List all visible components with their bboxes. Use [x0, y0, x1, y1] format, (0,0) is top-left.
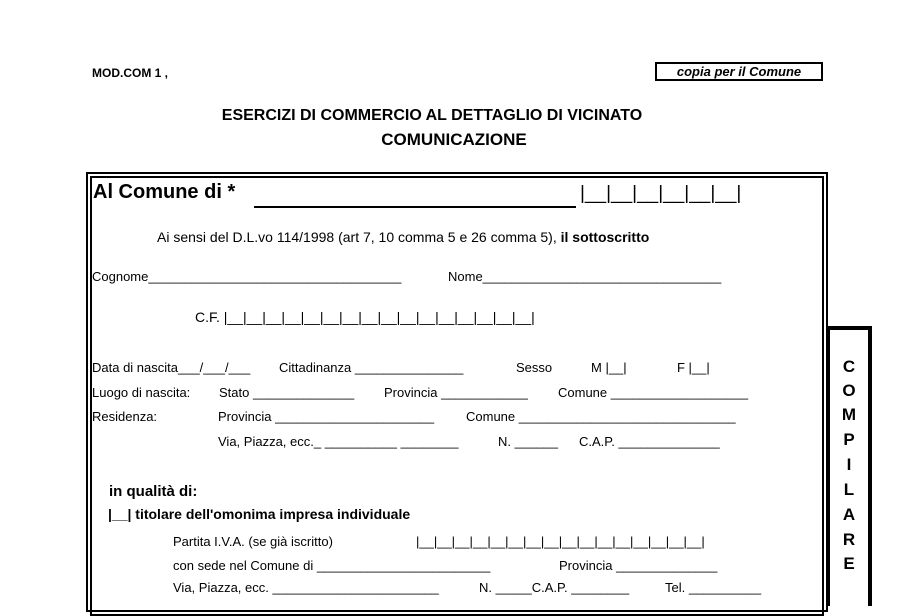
stato-field[interactable]: Stato ______________ [219, 385, 355, 400]
data-nascita-field[interactable]: Data di nascita___/___/___ [92, 360, 251, 375]
qualita-heading: in qualità di: [109, 483, 198, 500]
page-title: ESERCIZI DI COMMERCIO AL DETTAGLIO DI VICINATO [221, 107, 643, 124]
side-letter: A [842, 505, 856, 524]
comune-nascita-field[interactable]: Comune ___________________ [558, 385, 749, 400]
sede-comune-field[interactable]: con sede nel Comune di ________________________ [173, 558, 491, 573]
sesso-label: Sesso [516, 360, 553, 375]
sede-via-field[interactable]: Via, Piazza, ecc. _______________________ [173, 580, 439, 595]
side-letter: M [841, 405, 857, 424]
sede-provincia-field[interactable]: Provincia ______________ [559, 558, 718, 573]
titolare-checkbox[interactable]: |__| titolare dell'omonima impresa individuale [108, 506, 411, 522]
legal-reference [157, 229, 649, 245]
comune-residenza-field[interactable]: Comune ______________________________ [466, 409, 736, 424]
provincia-nascita-field[interactable]: Provincia ____________ [384, 385, 528, 400]
side-letter: I [846, 455, 852, 474]
cf-field[interactable]: C.F. |__|__|__|__|__|__|__|__|__|__|__|__|__|__|__|__| [195, 309, 535, 325]
partita-iva-boxes[interactable]: |__|__|__|__|__|__|__|__|__|__|__|__|__|__|__|__| [416, 534, 705, 549]
sesso-f-checkbox[interactable]: F |__| [677, 360, 710, 375]
side-letter: E [843, 554, 855, 573]
comune-label: Al Comune di * [93, 181, 236, 203]
cognome-field[interactable]: Cognome___________________________________ [92, 269, 402, 284]
side-letter: L [843, 480, 855, 499]
copy-label-box: copia per il Comune [655, 62, 823, 81]
form-code: MOD.COM 1 , [92, 66, 169, 80]
partita-iva-label: Partita I.V.A. (se già iscritto) [173, 534, 333, 549]
cittadinanza-field[interactable]: Cittadinanza _______________ [279, 360, 464, 375]
nome-field[interactable]: Nome_________________________________ [448, 269, 722, 284]
legal-text: Ai sensi del D.L.vo 114/1998 (art 7, 10 comma 5 e 26 comma 5), [157, 229, 557, 245]
provincia-residenza-field[interactable]: Provincia ______________________ [218, 409, 435, 424]
page-subtitle: COMUNICAZIONE [381, 130, 527, 149]
side-letter: O [842, 381, 856, 400]
sesso-m-checkbox[interactable]: M |__| [591, 360, 627, 375]
side-letter: C [842, 357, 856, 376]
legal-bold: il sottoscritto [560, 229, 650, 245]
luogo-label: Luogo di nascita: [92, 385, 191, 400]
side-letter: P [843, 430, 855, 449]
side-letter: R [842, 530, 856, 549]
via-residenza-field[interactable]: Via, Piazza, ecc._ __________ ________ [218, 434, 459, 449]
cap-residenza-field[interactable]: C.A.P. ______________ [579, 434, 720, 449]
comune-code-boxes[interactable]: |__|__|__|__|__|__| [580, 183, 742, 204]
comune-input-line[interactable] [254, 206, 576, 208]
sede-numero-cap-field[interactable]: N. _____C.A.P. ________ [479, 580, 630, 595]
numero-residenza-field[interactable]: N. ______ [498, 434, 558, 449]
residenza-label: Residenza: [92, 409, 158, 424]
sede-tel-field[interactable]: Tel. __________ [665, 580, 762, 595]
